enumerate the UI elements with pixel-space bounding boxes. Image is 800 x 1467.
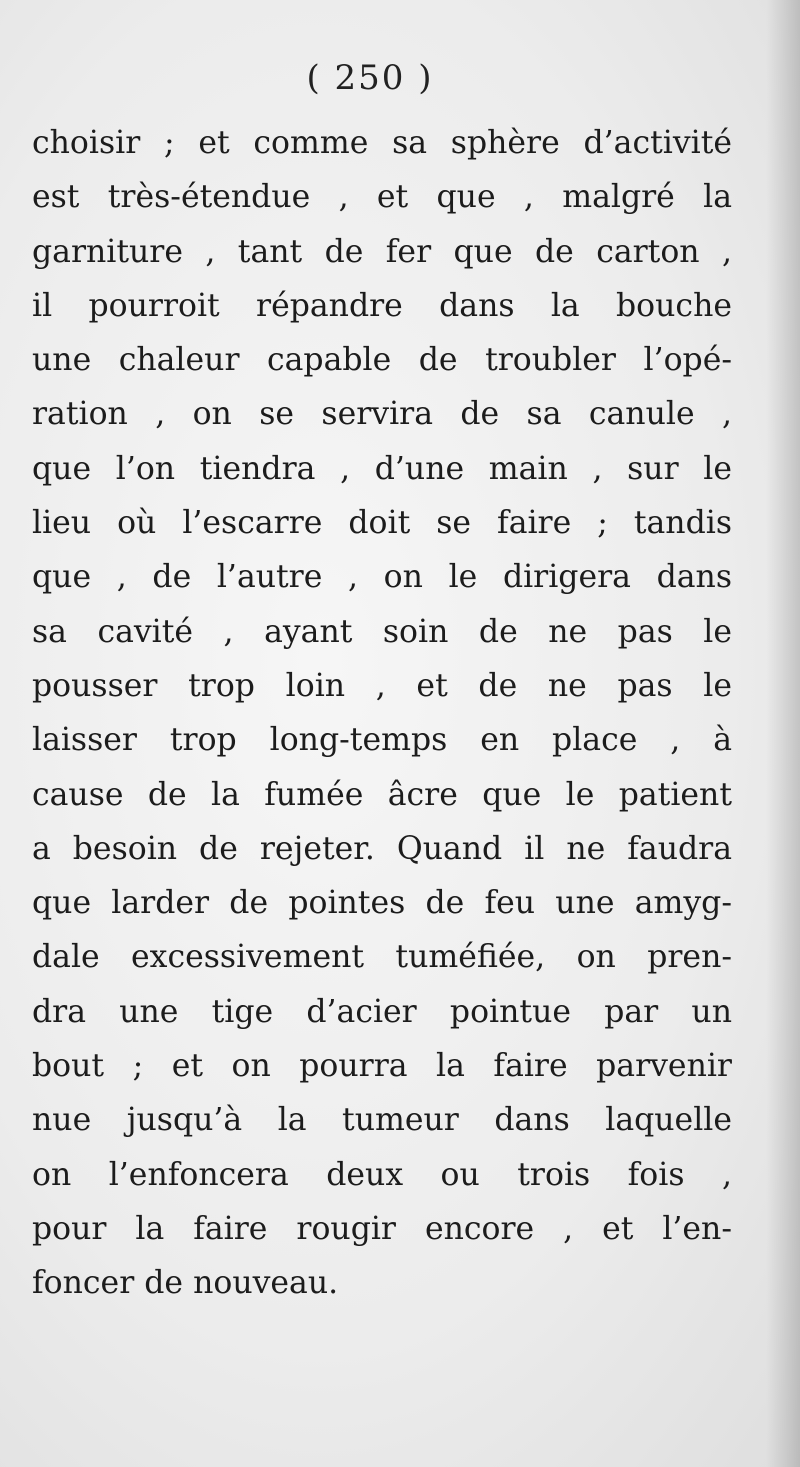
text-line: dra une tige d’acier pointue par un xyxy=(32,993,732,1030)
text-line: laisser trop long-temps en place , à xyxy=(32,722,732,759)
text-line: que , de l’autre , on le dirigera dans xyxy=(32,559,732,596)
text-line: ration , on se servira de sa canule , xyxy=(32,396,732,433)
text-line: une chaleur capable de troubler l’opé- xyxy=(32,342,732,379)
text-line: sa cavité , ayant soin de ne pas le xyxy=(32,613,732,650)
text-line: est très-étendue , et que , malgré la xyxy=(32,179,732,216)
text-line: a besoin de rejeter. Quand il ne faudra xyxy=(32,830,732,867)
text-line: choisir ; et comme sa sphère d’activité xyxy=(32,125,732,161)
page-gutter-shadow xyxy=(766,0,800,1467)
text-line: bout ; et on pourra la faire parvenir xyxy=(32,1048,732,1085)
text-line: que l’on tiendra , d’une main , sur le xyxy=(32,450,732,487)
text-line: nue jusqu’à la tumeur dans laquelle xyxy=(32,1102,732,1139)
text-line: on l’enfoncera deux ou trois fois , xyxy=(32,1156,732,1193)
text-line: foncer de nouveau. xyxy=(32,1265,339,1302)
text-line: garniture , tant de fer que de carton , xyxy=(32,233,732,270)
body-paragraph xyxy=(32,116,732,1311)
text-line: pousser trop loin , et de ne pas le xyxy=(32,667,732,704)
page-number: ( 250 ) xyxy=(306,58,434,98)
text-line: lieu où l’escarre doit se faire ; tandis xyxy=(32,505,732,542)
text-line: pour la faire rougir encore , et l’en- xyxy=(32,1210,732,1247)
text-line: cause de la fumée âcre que le patient xyxy=(32,776,732,813)
text-line: il pourroit répandre dans la bouche xyxy=(32,287,732,324)
text-line: dale excessivement tuméfiée, on pren- xyxy=(32,939,732,976)
text-line: que larder de pointes de feu une amyg- xyxy=(32,885,732,922)
